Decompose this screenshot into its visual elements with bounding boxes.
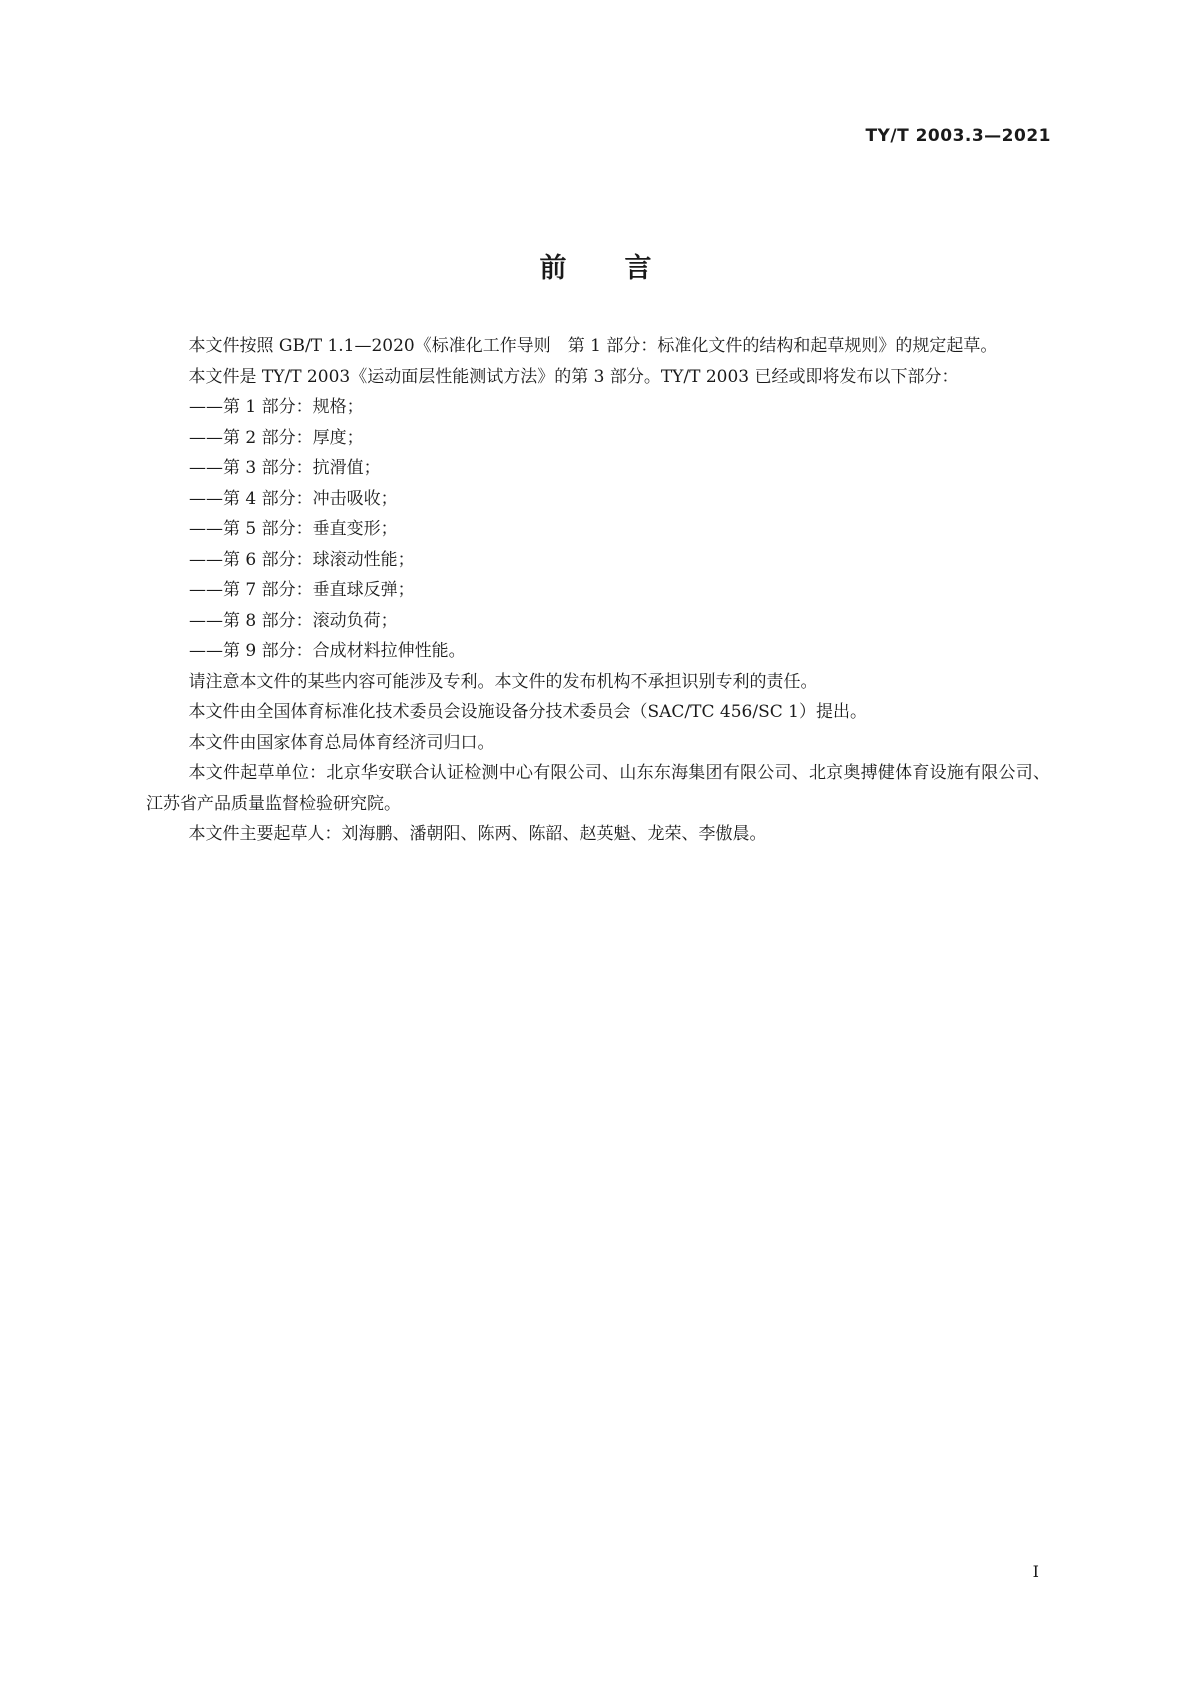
page-title: 前言 xyxy=(539,253,710,285)
paragraph-drafters: 本文件主要起草人：刘海鹏、潘朝阳、陈两、陈韶、赵英魁、龙荣、李傲晨。 xyxy=(188,824,767,844)
paragraph-administrator: 本文件由国家体育总局体育经济司归口。 xyxy=(188,732,495,753)
paragraph-patent-notice: 请注意本文件的某些内容可能涉及专利。本文件的发布机构不承担识别专利的责任。 xyxy=(188,671,818,692)
list-item: ——第 8 部分：滚动负荷； xyxy=(189,610,398,631)
list-item: ——第 3 部分：抗滑值； xyxy=(189,458,381,478)
page-number: I xyxy=(1032,1562,1039,1581)
paragraph-series-intro: 本文件是 TY/T 2003《运动面层性能测试方法》的第 3 部分。TY/T 2003 已经或即将发布以下部分： xyxy=(188,366,959,387)
list-item: ——第 9 部分：合成材料拉伸性能。 xyxy=(189,641,466,661)
list-item: ——第 5 部分：垂直变形； xyxy=(189,519,398,539)
foreword-body xyxy=(146,331,1050,850)
paragraph-proposer: 本文件由全国体育标准化技术委员会设施设备分技术委员会（SAC/TC 456/SC 1）提出。 xyxy=(188,702,867,722)
paragraph-drafting-units: 本文件起草单位：北京华安联合认证检测中心有限公司、山东东海集团有限公司、北京奥搏健体育设施有限公司、江苏省产品质量监督检验研究院。 xyxy=(146,763,1050,814)
list-item: ——第 1 部分：规格； xyxy=(189,397,364,417)
paragraph-drafting-rules: 本文件按照 GB/T 1.1—2020《标准化工作导则 第 1 部分：标准化文件的结构和起草规则》的规定起草。 xyxy=(188,336,998,356)
list-item: ——第 4 部分：冲击吸收； xyxy=(189,488,398,509)
parts-list xyxy=(146,392,1050,667)
list-item: ——第 7 部分：垂直球反弹； xyxy=(189,580,415,600)
standard-code: TY/T 2003.3—2021 xyxy=(865,126,1051,146)
list-item: ——第 2 部分：厚度； xyxy=(189,427,364,448)
list-item: ——第 6 部分：球滚动性能； xyxy=(189,549,415,570)
